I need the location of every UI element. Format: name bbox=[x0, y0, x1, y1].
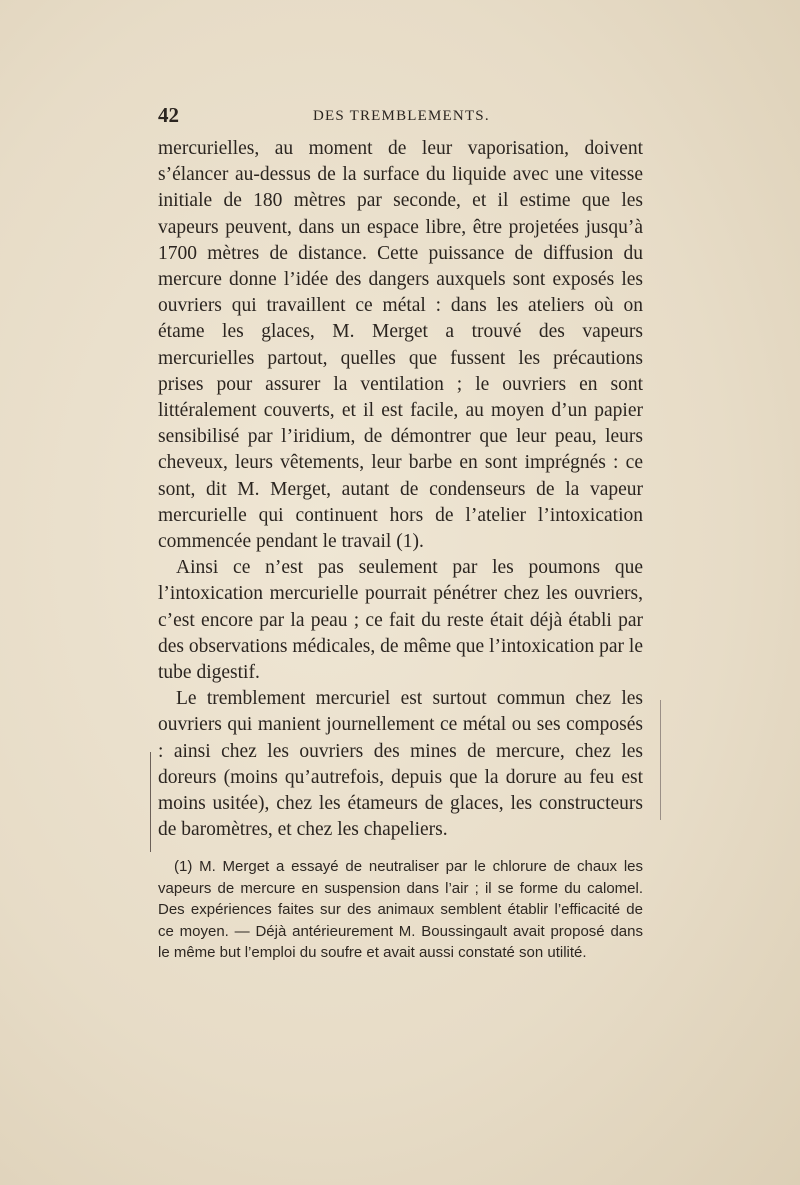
page-header bbox=[158, 103, 643, 129]
margin-bracket-left bbox=[150, 752, 151, 852]
footnote bbox=[158, 856, 643, 964]
paragraph-2: Ainsi ce n’est pas seulement par les poumons que l’intoxication mercurielle pourrait pénétrer chez les ouvriers, c’est encore par la peau ; ce fait du reste était déjà établi par des observations médicales, de même que l’intoxication par le tube digestif. bbox=[158, 557, 643, 684]
page-number: 42 bbox=[158, 103, 179, 127]
main-text bbox=[158, 136, 643, 843]
paragraph-1: mercurielles, au moment de leur vaporisation, doivent s’élancer au-dessus de la surface du liquide avec une vitesse initiale de 180 mètres par seconde, et il estime que les vapeurs peuvent, dans un espace libre, être projetées jusqu’à 1700 mètres de distance. Cette puissance de diffusion du mercure donne l’idée des dangers auxquels sont exposés les ouvriers qui travaillent ce métal : dans les ateliers où on étame les glaces, M. Merget a trouvé des vapeurs mercurielles partout, quelles que fussent les précautions prises pour assurer la ventilation ; le ouvriers en sont littéralement couverts, et il est facile, au moyen d’un papier sensibilisé par l’iridium, de démontrer que leur peau, leurs cheveux, leurs vêtements, leur barbe en sont imprégnés : ce sont, dit M. Merget, autant de condenseurs de la vapeur mercurielle qui continuent hors de l’atelier l’intoxication commencée pendant le travail (1). bbox=[158, 138, 643, 553]
footnote-text: (1) M. Merget a essayé de neutraliser par le chlorure de chaux les vapeurs de mercure en suspension dans l’air ; il se forme du calomel. Des expériences faites sur des animaux semblent établir l’efficacité de ce moyen. — Déjà antérieurement M. Boussingault avait proposé dans le même but l’emploi du soufre et avait aussi constaté son utilité. bbox=[158, 858, 643, 961]
paragraph-3: Le tremblement mercuriel est surtout commun chez les ouvriers qui manient journellement ce métal ou ses composés : ainsi chez les ouvriers des mines de mercure, chez les doreurs (moins qu’autrefois, depuis que la dorure au feu est moins usitée), chez les étameurs de glaces, les constructeurs de baromètres, et chez les chapeliers. bbox=[158, 688, 643, 841]
running-title: DES TREMBLEMENTS. bbox=[313, 108, 490, 124]
margin-bracket-right bbox=[660, 700, 661, 820]
